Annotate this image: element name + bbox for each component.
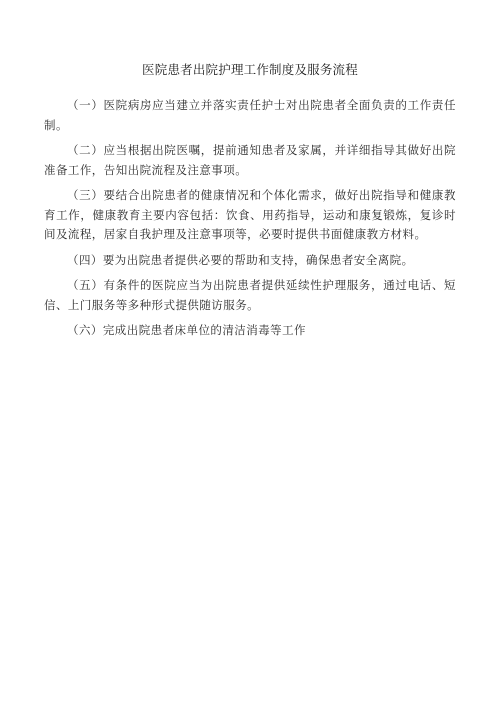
paragraph-5: （五）有条件的医院应当为出院患者提供延续性护理服务，通过电话、短信、上门服务等多种形式提供随访服务。 [44,278,456,312]
paragraph-2: （二）应当根据出院医嘱，提前通知患者及家属，并详细指导其做好出院准备工作，告知出院流程及注意事项。 [44,143,456,177]
document-title: 医院患者出院护理工作制度及服务流程 [142,62,358,77]
paragraph-3: （三）要结合出院患者的健康情况和个体化需求，做好出院指导和健康教育工作，健康教育主要内容包括：饮食、用药指导，运动和康复锻炼，复诊时间及流程，居家自我护理及注意事项等，必要时提供书面健康教方材料。 [44,188,456,241]
paragraph-4: （四）要为出院患者提供必要的帮助和支持，确保患者安全离院。 [67,252,414,267]
paragraph-1: （一）医院病房应当建立并落实责任护士对出院患者全面负责的工作责任制。 [44,98,456,132]
paragraph-6: （六）完成出院患者床单位的清洁消毒等工作 [67,323,306,337]
document-body [44,96,456,341]
